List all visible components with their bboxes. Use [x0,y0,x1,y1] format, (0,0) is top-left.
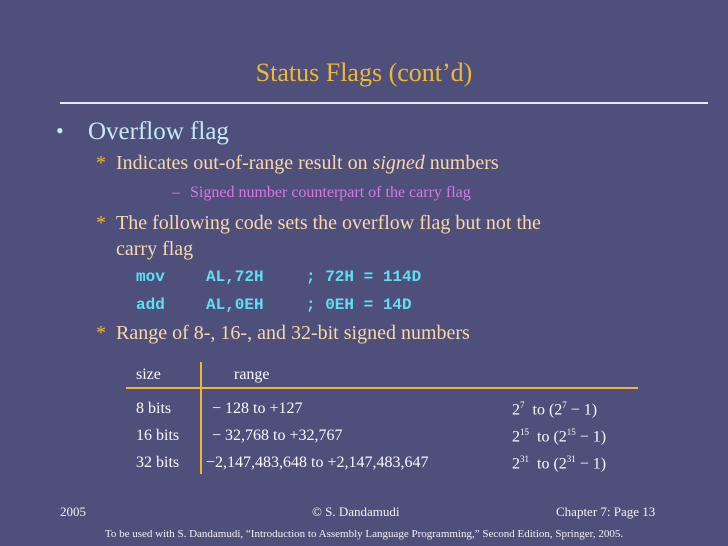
star-bullet-icon: * [96,322,106,344]
footer-author: © S. Dandamudi [312,504,400,519]
table-row-power: $2^7$ to $(2^7 - 1)$ [512,400,598,419]
table-header-size: size [136,366,161,383]
indicates-text: Indicates out-of-range result on [116,152,373,174]
table-header-range: range [234,366,270,383]
table-row-range: − 32,768 to +32,767 [212,427,343,444]
bullet-icon: • [56,118,64,143]
table-row-size: 8 bits [136,400,172,417]
star-bullet-icon: * [96,152,106,174]
numbers-word: numbers [424,152,499,174]
table-horizontal-rule [126,387,638,389]
table-row-size: 16 bits [136,427,180,444]
range-title: Range of 8-, 16-, and 32-bit signed numbers [116,322,470,344]
bullet-text: Overflow flag [88,118,229,145]
code-line [136,296,412,314]
table-row-size: 32 bits [136,454,180,471]
title-divider [60,102,708,104]
code-line [136,268,421,286]
table-row-power: $2^{31}$ to $(2^{31} - 1)$ [512,454,607,473]
code-args: AL,0EH [206,296,264,314]
sets-line-2: carry flag [116,238,194,260]
code-args: AL,72H [206,268,264,286]
table-row-power: $2^{15}$ to $(2^{15} - 1)$ [512,427,607,446]
sets-line-1: The following code sets the overflow flag but not the [116,212,541,234]
indicates-item [116,152,499,175]
dash-bullet-icon: – [172,184,180,201]
bullet-overflow-flag [56,118,229,146]
table-row-range: −2,147,483,648 to +2,147,483,647 [206,454,429,471]
code-op: add [136,296,165,314]
star-bullet-icon: * [96,212,106,234]
code-comment: ; 0EH = 14D [306,296,412,314]
table-row-range: − 128 to +127 [212,400,303,417]
code-op: mov [136,268,165,286]
signed-counterpart-text: Signed number counterpart of the carry flag [190,184,471,201]
slide-title: Status Flags (cont’d) [255,58,473,87]
code-comment: ; 72H = 114D [306,268,422,286]
signed-word: signed [372,152,425,174]
footer-page: Chapter 7: Page 13 [556,504,656,519]
table-vertical-rule [200,362,202,474]
footer-year: 2005 [60,504,86,519]
footer-credit: To be used with S. Dandamudi, “Introduction to Assembly Language Programming,” Second Edition, Springer, 2005. [104,528,624,540]
